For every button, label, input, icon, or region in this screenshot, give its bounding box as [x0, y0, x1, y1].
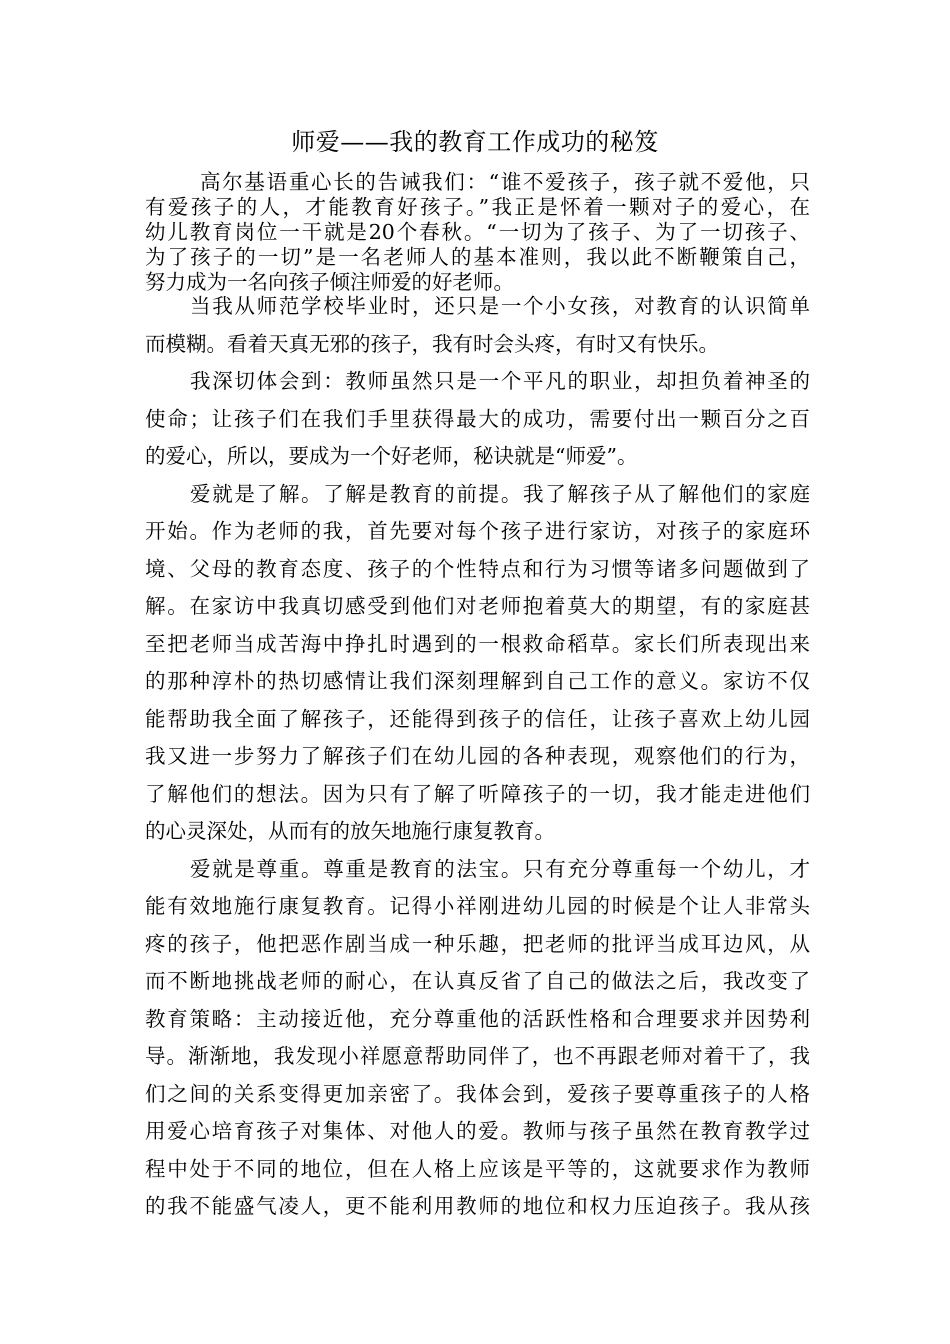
paragraph-line: 我又进一步努力了解孩子们在幼儿园的各种表现，观察他们的行为，	[145, 744, 810, 768]
paragraph-line: 有爱孩子的人，才能教育好孩子。”我正是怀着一颗对子的爱心，在	[145, 195, 810, 219]
paragraph-line: 高尔基语重心长的告诫我们：“谁不爱孩子，孩子就不爱他，只	[200, 170, 810, 194]
paragraph-line: 导。渐渐地，我发现小祥愿意帮助同伴了，也不再跟老师对着干了，我	[145, 1044, 810, 1068]
paragraph-line: 为了孩子的一切”是一名老师人的基本准则，我以此不断鞭策自己，	[145, 245, 810, 269]
paragraph-line: 开始。作为老师的我，首先要对每个孩子进行家访，对孩子的家庭环	[145, 519, 810, 543]
paragraph-line: 用爱心培育孩子对集体、对他人的爱。教师与孩子虽然在教育教学过	[145, 1119, 810, 1143]
paragraph-line: 使命；让孩子们在我们手里获得最大的成功，需要付出一颗百分之百	[145, 407, 810, 431]
paragraph-line: 解。在家访中我真切感受到他们对老师抱着莫大的期望，有的家庭甚	[145, 594, 810, 618]
paragraph-line: 而不断地挑战老师的耐心，在认真反省了自己的做法之后，我改变了	[145, 969, 810, 993]
paragraph-line: 境、父母的教育态度、孩子的个性特点和行为习惯等诸多问题做到了	[145, 557, 810, 581]
paragraph-line: 的心灵深处，从而有的放矢地施行康复教育。	[145, 819, 555, 843]
paragraph-line: 努力成为一名向孩子倾注师爱的好老师。	[145, 270, 514, 294]
paragraph-line: 至把老师当成苦海中挣扎时遇到的一根救命稻草。家长们所表现出来	[145, 632, 810, 656]
page-title: 师爱——我的教育工作成功的秘笈	[291, 128, 659, 156]
paragraph-line: 能有效地施行康复教育。记得小祥刚进幼儿园的时候是个让人非常头	[145, 894, 810, 918]
paragraph-line: 爱就是尊重。尊重是教育的法宝。只有充分尊重每一个幼儿，才	[190, 857, 810, 881]
paragraph-line: 而模糊。看着天真无邪的孩子，我有时会头疼，有时又有快乐。	[145, 332, 719, 356]
paragraph-line: 幼儿教育岗位一干就是20个春秋。“一切为了孩子、为了一切孩子、	[145, 220, 810, 244]
paragraph-line: 当我从师范学校毕业时，还只是一个小女孩，对教育的认识简单	[190, 294, 810, 318]
paragraph-line: 程中处于不同的地位，但在人格上应该是平等的，这就要求作为教师	[145, 1157, 810, 1181]
paragraph-line: 的爱心，所以，要成为一个好老师，秘诀就是“师爱”。	[145, 444, 638, 468]
paragraph-line: 我深切体会到：教师虽然只是一个平凡的职业，却担负着神圣的	[190, 369, 810, 393]
paragraph-line: 的我不能盛气凌人，更不能利用教师的地位和权力压迫孩子。我从孩	[145, 1194, 810, 1218]
paragraph-line: 教育策略：主动接近他，充分尊重他的活跃性格和合理要求并因势利	[145, 1007, 810, 1031]
paragraph-line: 了解他们的想法。因为只有了解了听障孩子的一切，我才能走进他们	[145, 782, 810, 806]
paragraph-line: 爱就是了解。了解是教育的前提。我了解孩子从了解他们的家庭	[190, 482, 810, 506]
paragraph-line: 们之间的关系变得更加亲密了。我体会到，爱孩子要尊重孩子的人格	[145, 1082, 810, 1106]
paragraph-line: 能帮助我全面了解孩子，还能得到孩子的信任，让孩子喜欢上幼儿园	[145, 707, 810, 731]
paragraph-line: 疼的孩子，他把恶作剧当成一种乐趣，把老师的批评当成耳边风，从	[145, 932, 810, 956]
paragraph-line: 的那种淳朴的热切感情让我们深刻理解到自己工作的意义。家访不仅	[145, 669, 810, 693]
